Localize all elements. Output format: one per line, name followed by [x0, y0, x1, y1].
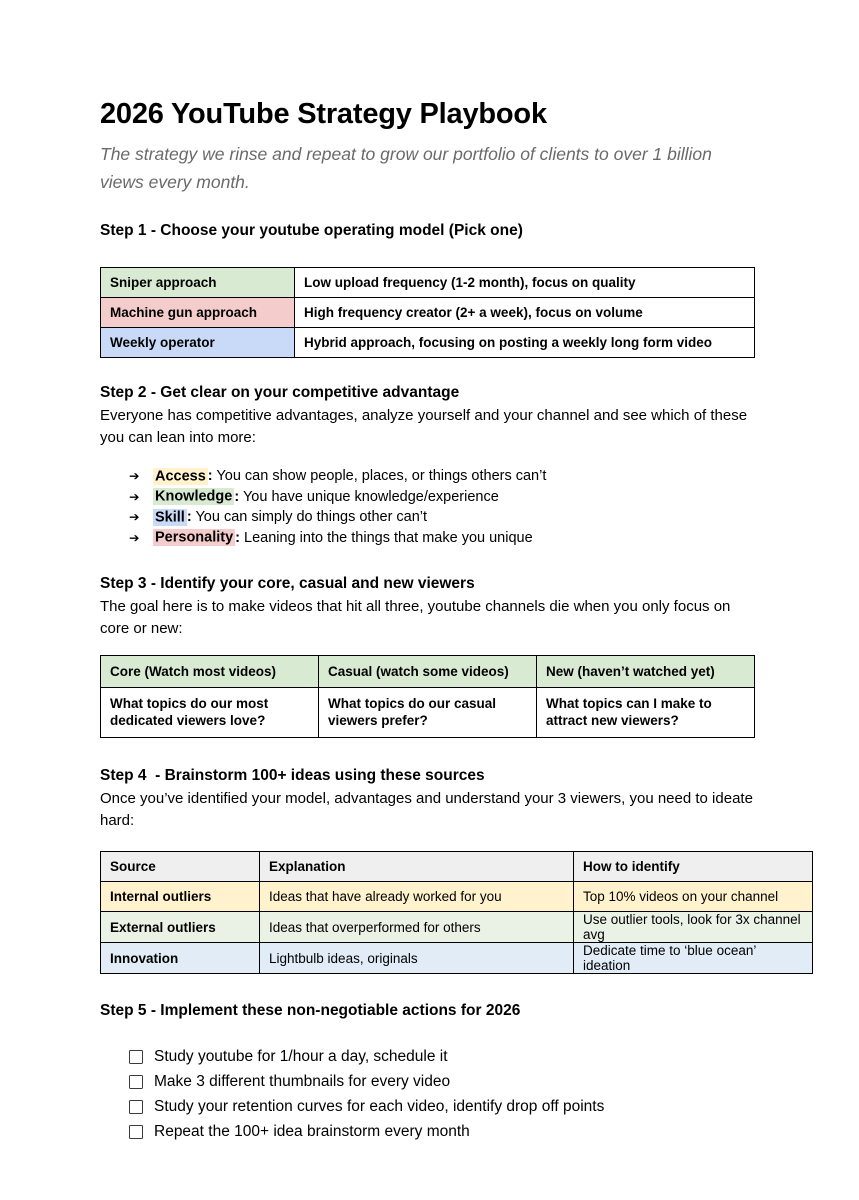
checklist-label: Study youtube for 1/hour a day, schedule it	[154, 1048, 448, 1065]
explanation-cell: Ideas that have already worked for you	[260, 882, 574, 912]
step4-body: Once you’ve identified your model, advantages and understand your 3 viewers, you need to ideate hard:	[100, 790, 753, 829]
checklist-item	[129, 1069, 759, 1094]
section-step-2	[100, 383, 759, 548]
list-item	[129, 507, 759, 528]
step3-heading: Step 3 - Identify your core, casual and new viewers	[100, 575, 475, 592]
table-row	[101, 688, 755, 738]
header-cell: Casual (watch some videos)	[319, 656, 537, 688]
header-cell: Explanation	[260, 852, 574, 882]
checkbox-icon[interactable]	[129, 1075, 143, 1089]
arrow-bullet-icon: ➔	[129, 488, 140, 504]
model-desc-cell: High frequency creator (2+ a week), focus on volume	[295, 298, 755, 328]
list-item	[129, 487, 759, 508]
step4-sources-table	[100, 851, 813, 974]
advantage-text	[153, 529, 533, 549]
separator: :	[186, 509, 192, 525]
identify-cell: Top 10% videos on your channel	[574, 882, 813, 912]
viewer-question-cell: What topics can I make to attract new viewers?	[537, 688, 755, 738]
advantage-desc: Leaning into the things that make you unique	[244, 529, 533, 546]
action-checklist	[129, 1044, 759, 1144]
source-cell: External outliers	[101, 912, 260, 943]
table-row	[101, 912, 813, 943]
list-item	[129, 528, 759, 549]
advantage-term: Access	[155, 468, 206, 484]
table-row	[101, 943, 813, 974]
checklist-item	[129, 1094, 759, 1119]
advantage-desc: You can show people, places, or things others can’t	[216, 468, 547, 484]
step3-body: The goal here is to make videos that hit all three, youtube channels die when you only focus on core or new:	[100, 598, 731, 637]
advantage-desc: You can simply do things other can’t	[195, 509, 428, 525]
checklist-label: Study your retention curves for each video, identify drop off points	[154, 1098, 605, 1115]
identify-cell: Dedicate time to ‘blue ocean’ ideation	[574, 943, 813, 974]
step2-heading: Step 2 - Get clear on your competitive advantage	[100, 384, 460, 401]
checklist-item	[129, 1044, 759, 1069]
table-row	[101, 268, 755, 298]
checkbox-icon[interactable]	[129, 1125, 143, 1139]
model-desc-cell: Low upload frequency (1-2 month), focus on quality	[295, 268, 755, 298]
advantage-desc: You have unique knowledge/experience	[242, 488, 499, 505]
viewer-question-cell: What topics do our casual viewers prefer?	[319, 688, 537, 738]
highlight	[153, 468, 208, 485]
separator: :	[235, 529, 241, 546]
step1-operating-model-table	[100, 267, 755, 358]
checklist-label: Repeat the 100+ idea brainstorm every month	[154, 1123, 470, 1140]
highlight	[153, 529, 235, 546]
header-cell: Source	[101, 852, 260, 882]
advantage-text	[153, 488, 499, 508]
document-title: 2026 YouTube Strategy Playbook	[100, 98, 547, 130]
header-cell: How to identify	[574, 852, 813, 882]
advantage-list	[100, 466, 759, 548]
document-subtitle: The strategy we rinse and repeat to grow our portfolio of clients to over 1 billion views every month.	[100, 144, 712, 192]
arrow-bullet-icon: ➔	[129, 509, 140, 524]
viewer-question-cell: What topics do our most dedicated viewers love?	[101, 688, 319, 738]
step5-heading: Step 5 - Implement these non-negotiable actions for 2026	[100, 1002, 521, 1019]
arrow-bullet-icon: ➔	[129, 529, 140, 545]
table-row	[101, 882, 813, 912]
checkbox-icon[interactable]	[129, 1050, 143, 1064]
table-header-row	[101, 656, 755, 688]
header-cell: Core (Watch most videos)	[101, 656, 319, 688]
advantage-term: Personality	[155, 529, 234, 546]
highlight	[153, 509, 187, 526]
table-header-row	[101, 852, 813, 882]
source-cell: Innovation	[101, 943, 260, 974]
model-desc-cell: Hybrid approach, focusing on posting a weekly long form video	[295, 328, 755, 358]
section-step-4	[100, 766, 801, 974]
arrow-bullet-icon: ➔	[129, 468, 140, 483]
step4-heading: Step 4 - Brainstorm 100+ ideas using these sources	[100, 767, 485, 784]
model-label-cell: Sniper approach	[101, 268, 295, 298]
section-step-3	[100, 574, 759, 738]
checklist-label: Make 3 different thumbnails for every video	[154, 1073, 451, 1090]
model-label-cell: Machine gun approach	[101, 298, 295, 328]
table-row	[101, 298, 755, 328]
checklist-item	[129, 1119, 759, 1144]
section-step-5	[100, 1001, 759, 1144]
header-cell: New (haven’t watched yet)	[537, 656, 755, 688]
explanation-cell: Ideas that overperformed for others	[260, 912, 574, 943]
advantage-text	[153, 508, 427, 528]
source-cell: Internal outliers	[101, 882, 260, 912]
advantage-text	[153, 467, 546, 487]
table-row	[101, 328, 755, 358]
section-step-1	[100, 221, 759, 358]
step3-viewers-table	[100, 655, 755, 738]
list-item	[129, 466, 759, 487]
step2-body: Everyone has competitive advantages, analyze yourself and your channel and see which of these you can lean into more:	[100, 407, 748, 446]
model-label-cell: Weekly operator	[101, 328, 295, 358]
explanation-cell: Lightbulb ideas, originals	[260, 943, 574, 974]
step1-heading: Step 1 - Choose your youtube operating model (Pick one)	[100, 222, 523, 239]
checkbox-icon[interactable]	[129, 1100, 143, 1114]
separator: :	[207, 468, 213, 484]
identify-cell: Use outlier tools, look for 3x channel avg	[574, 912, 813, 943]
highlight	[153, 488, 234, 505]
advantage-term: Knowledge	[155, 488, 233, 505]
separator: :	[234, 488, 240, 505]
advantage-term: Skill	[155, 509, 185, 525]
